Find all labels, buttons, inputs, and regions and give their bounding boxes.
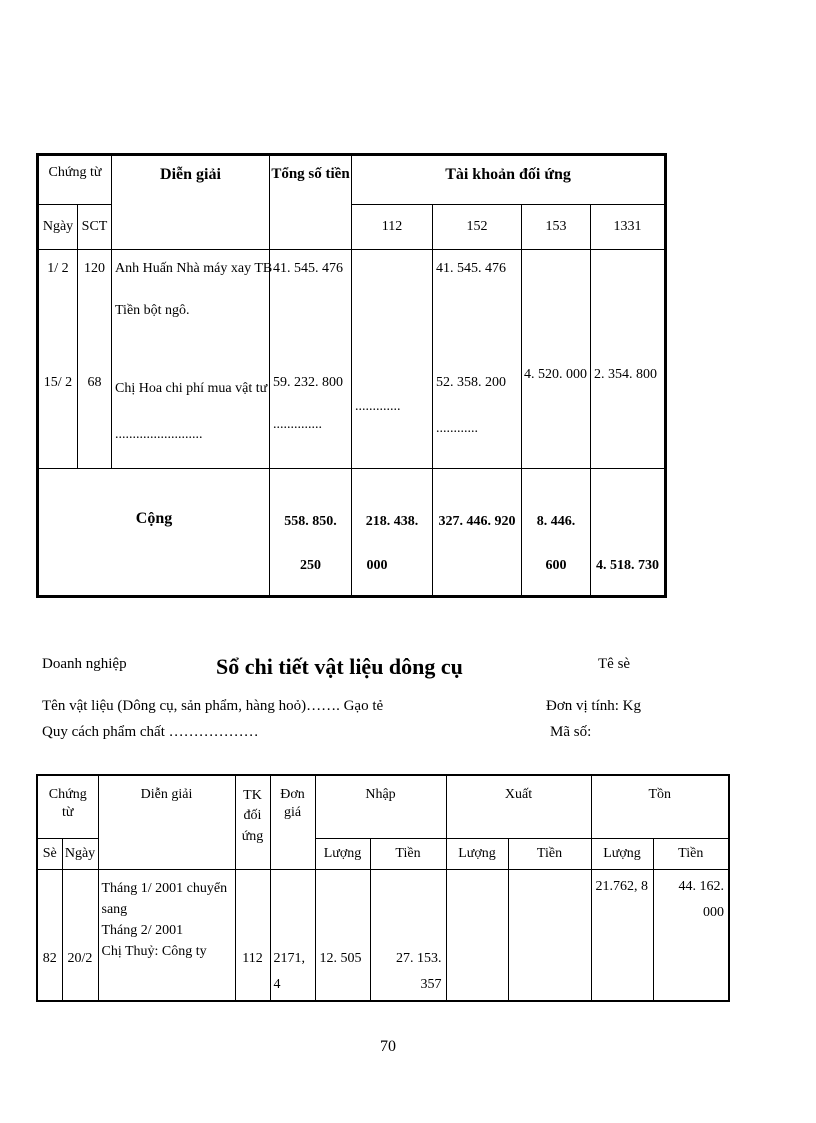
header-don-gia: Đơn giá: [270, 775, 315, 870]
total-tong: 558. 850. 250: [270, 469, 352, 597]
header-dien-giai: Diễn giải: [112, 155, 270, 250]
total-acc-1331: 4. 518. 730: [591, 469, 666, 597]
total-label: Cộng: [38, 469, 270, 597]
unit-label: Đơn vị tính: Kg: [546, 698, 642, 714]
cell-don-gia: 2171, 4: [270, 870, 315, 1002]
header-acc-1331: 1331: [591, 205, 666, 250]
ledger-title: Sổ chi tiết vật liệu dông cụ: [216, 654, 463, 679]
header-tk-doi-ung: TK đối ứng: [235, 775, 270, 870]
header-xuat-tien: Tiền: [508, 839, 591, 870]
header-chung-tu: Chứng từ: [37, 775, 98, 839]
header-so: Sè: [37, 839, 62, 870]
header-ngay: Ngày: [62, 839, 98, 870]
cell-xuat-tien: [508, 870, 591, 1002]
header-acc-112: 112: [352, 205, 433, 250]
header-ton-luong: Lượng: [591, 839, 653, 870]
cell-xuat-luong: [446, 870, 508, 1002]
cell-ngay: 1/ 2 15/ 2: [38, 250, 78, 469]
table-row: [37, 870, 729, 1002]
material-line: Tên vật liệu (Dông cụ, sản phẩm, hàng hoỏ)……. Gạo tẻ: [42, 698, 384, 714]
header-sct: SCT: [78, 205, 112, 250]
cell-nhap-luong: 12. 505: [315, 870, 370, 1002]
cell-so: 82: [37, 870, 62, 1002]
cell-nhap-tien: 27. 153. 357: [370, 870, 446, 1002]
header-tai-khoan-doi-ung: Tài khoản đối ứng: [352, 155, 666, 205]
header-acc-153: 153: [522, 205, 591, 250]
cell-acc-112: .............: [352, 250, 433, 469]
cell-acc-153: 4. 520. 000: [522, 250, 591, 469]
total-acc-153: 8. 446. 600: [522, 469, 591, 597]
cell-dien-giai: Anh Huấn Nhà máy xay TB Tiền bột ngô. Chị Hoa chi phí mua vật tư .........................: [112, 250, 270, 469]
spec-line: Quy cách phẩm chất ………………: [42, 724, 259, 740]
total-row: [38, 469, 666, 597]
header-chung-tu: Chứng từ: [38, 155, 112, 205]
voucher-table: [36, 153, 667, 598]
cell-dien-giai: Tháng 1/ 2001 chuyển sang Tháng 2/ 2001 Chị Thuỷ: Công ty: [98, 870, 235, 1002]
header-acc-152: 152: [433, 205, 522, 250]
total-acc-112: 218. 438. 000: [352, 469, 433, 597]
header-xuat-luong: Lượng: [446, 839, 508, 870]
cell-ton-tien: 44. 162. 000: [653, 870, 729, 1002]
code-label: Mã số:: [550, 724, 592, 740]
total-acc-152: 327. 446. 920: [433, 469, 522, 597]
header-xuat: Xuất: [446, 775, 591, 839]
cell-acc-152: 41. 545. 476 52. 358. 200 ............: [433, 250, 522, 469]
short-name: Tê sè: [598, 656, 631, 672]
header-ngay: Ngày: [38, 205, 78, 250]
page-number: 70: [380, 1038, 396, 1055]
header-nhap-tien: Tiền: [370, 839, 446, 870]
header-ton-tien: Tiền: [653, 839, 729, 870]
cell-sct: 120 68: [78, 250, 112, 469]
company-label: Doanh nghiệp: [42, 656, 127, 672]
table-row: [38, 250, 666, 469]
header-ton: Tồn: [591, 775, 729, 839]
cell-acc-1331: 2. 354. 800: [591, 250, 666, 469]
header-tong-so-tien: Tổng số tiền: [270, 155, 352, 250]
header-nhap: Nhập: [315, 775, 446, 839]
cell-tong-so-tien: 41. 545. 476 59. 232. 800 ..............: [270, 250, 352, 469]
header-dien-giai: Diễn giải: [98, 775, 235, 870]
ledger-table: [36, 774, 730, 1002]
header-nhap-luong: Lượng: [315, 839, 370, 870]
cell-ngay: 20/2: [62, 870, 98, 1002]
cell-ton-luong: 21.762, 8: [591, 870, 653, 1002]
cell-tk: 112: [235, 870, 270, 1002]
